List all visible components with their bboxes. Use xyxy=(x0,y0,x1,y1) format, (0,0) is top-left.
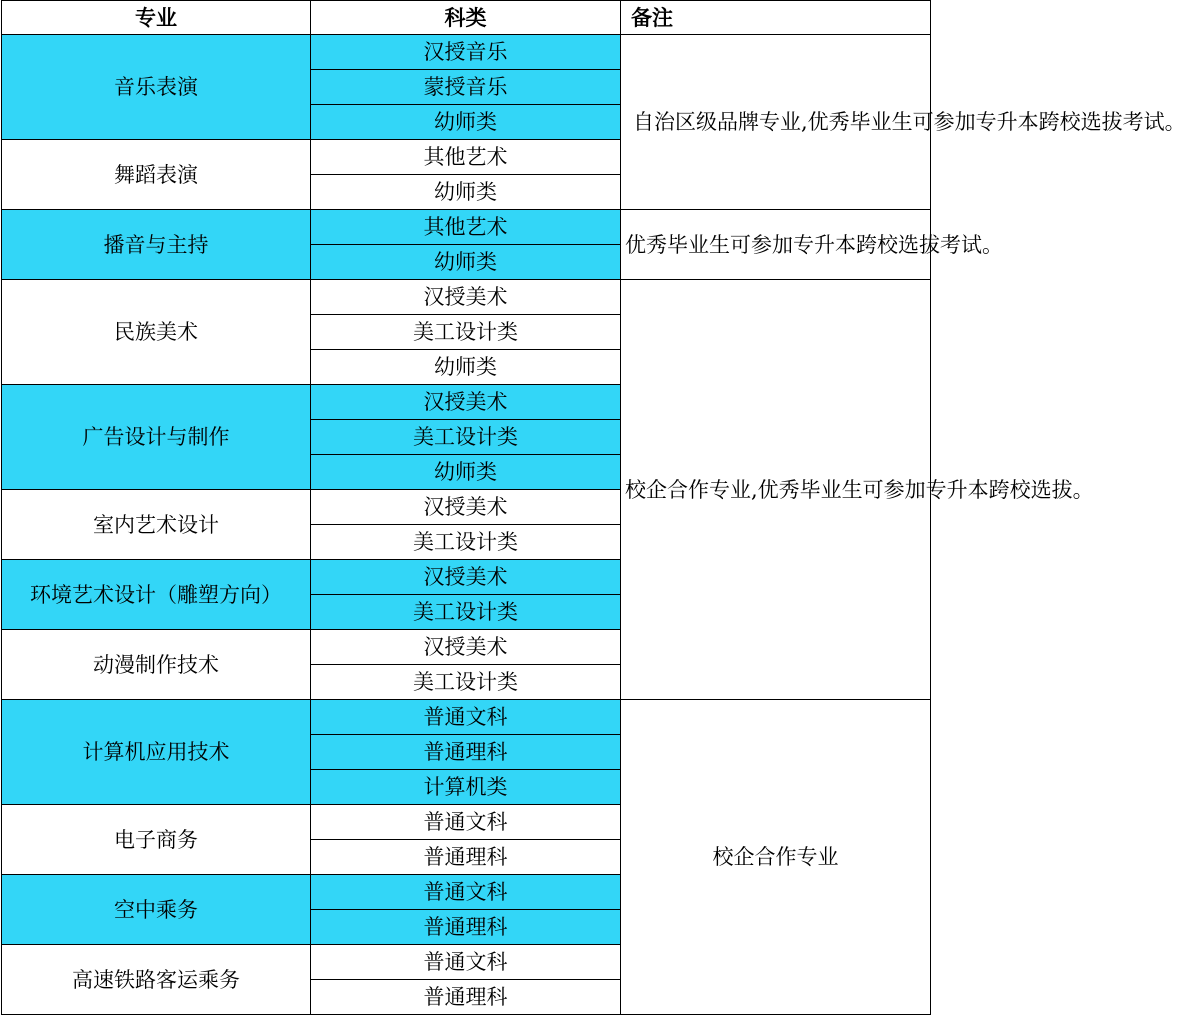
major-cell: 音乐表演 xyxy=(2,35,311,140)
category-cell: 其他艺术 xyxy=(311,140,621,175)
category-cell: 蒙授音乐 xyxy=(311,70,621,105)
header-category: 科类 xyxy=(311,1,621,35)
category-cell: 汉授美术 xyxy=(311,280,621,315)
category-cell: 美工设计类 xyxy=(311,525,621,560)
category-cell: 幼师类 xyxy=(311,175,621,210)
major-category-table xyxy=(1,0,1186,1015)
major-cell: 广告设计与制作 xyxy=(2,385,311,490)
category-cell: 美工设计类 xyxy=(311,595,621,630)
table-row xyxy=(2,280,931,315)
major-cell: 空中乘务 xyxy=(2,875,311,945)
table-row xyxy=(2,210,931,245)
category-cell: 其他艺术 xyxy=(311,210,621,245)
note-cell: 校企合作专业,优秀毕业生可参加专升本跨校选拔。 xyxy=(621,280,931,700)
header-major: 专业 xyxy=(2,1,311,35)
header-row xyxy=(2,1,931,35)
category-cell: 汉授美术 xyxy=(311,490,621,525)
category-cell: 普通理科 xyxy=(311,735,621,770)
category-cell: 普通文科 xyxy=(311,805,621,840)
note-cell: 校企合作专业 xyxy=(621,700,931,1015)
category-cell: 美工设计类 xyxy=(311,420,621,455)
major-cell: 电子商务 xyxy=(2,805,311,875)
table-row xyxy=(2,700,931,735)
major-cell: 民族美术 xyxy=(2,280,311,385)
category-cell: 汉授美术 xyxy=(311,630,621,665)
category-cell: 汉授美术 xyxy=(311,560,621,595)
category-cell: 幼师类 xyxy=(311,350,621,385)
major-cell: 室内艺术设计 xyxy=(2,490,311,560)
category-cell: 美工设计类 xyxy=(311,315,621,350)
major-cell: 播音与主持 xyxy=(2,210,311,280)
category-cell: 普通文科 xyxy=(311,875,621,910)
category-cell: 计算机类 xyxy=(311,770,621,805)
category-cell: 普通理科 xyxy=(311,980,621,1015)
major-cell: 高速铁路客运乘务 xyxy=(2,945,311,1015)
table-row xyxy=(2,35,931,70)
category-cell: 美工设计类 xyxy=(311,665,621,700)
note-cell: 自治区级品牌专业,优秀毕业生可参加专升本跨校选拔考试。 xyxy=(621,35,931,210)
category-cell: 幼师类 xyxy=(311,245,621,280)
category-cell: 汉授美术 xyxy=(311,385,621,420)
category-cell: 幼师类 xyxy=(311,105,621,140)
category-cell: 普通文科 xyxy=(311,945,621,980)
major-cell: 计算机应用技术 xyxy=(2,700,311,805)
major-cell: 环境艺术设计（雕塑方向） xyxy=(2,560,311,630)
category-cell: 普通理科 xyxy=(311,910,621,945)
category-cell: 普通文科 xyxy=(311,700,621,735)
header-note: 备注 xyxy=(621,1,931,35)
category-cell: 汉授音乐 xyxy=(311,35,621,70)
category-cell: 幼师类 xyxy=(311,455,621,490)
category-cell: 普通理科 xyxy=(311,840,621,875)
major-cell: 舞蹈表演 xyxy=(2,140,311,210)
major-cell: 动漫制作技术 xyxy=(2,630,311,700)
note-cell: 优秀毕业生可参加专升本跨校选拔考试。 xyxy=(621,210,931,280)
